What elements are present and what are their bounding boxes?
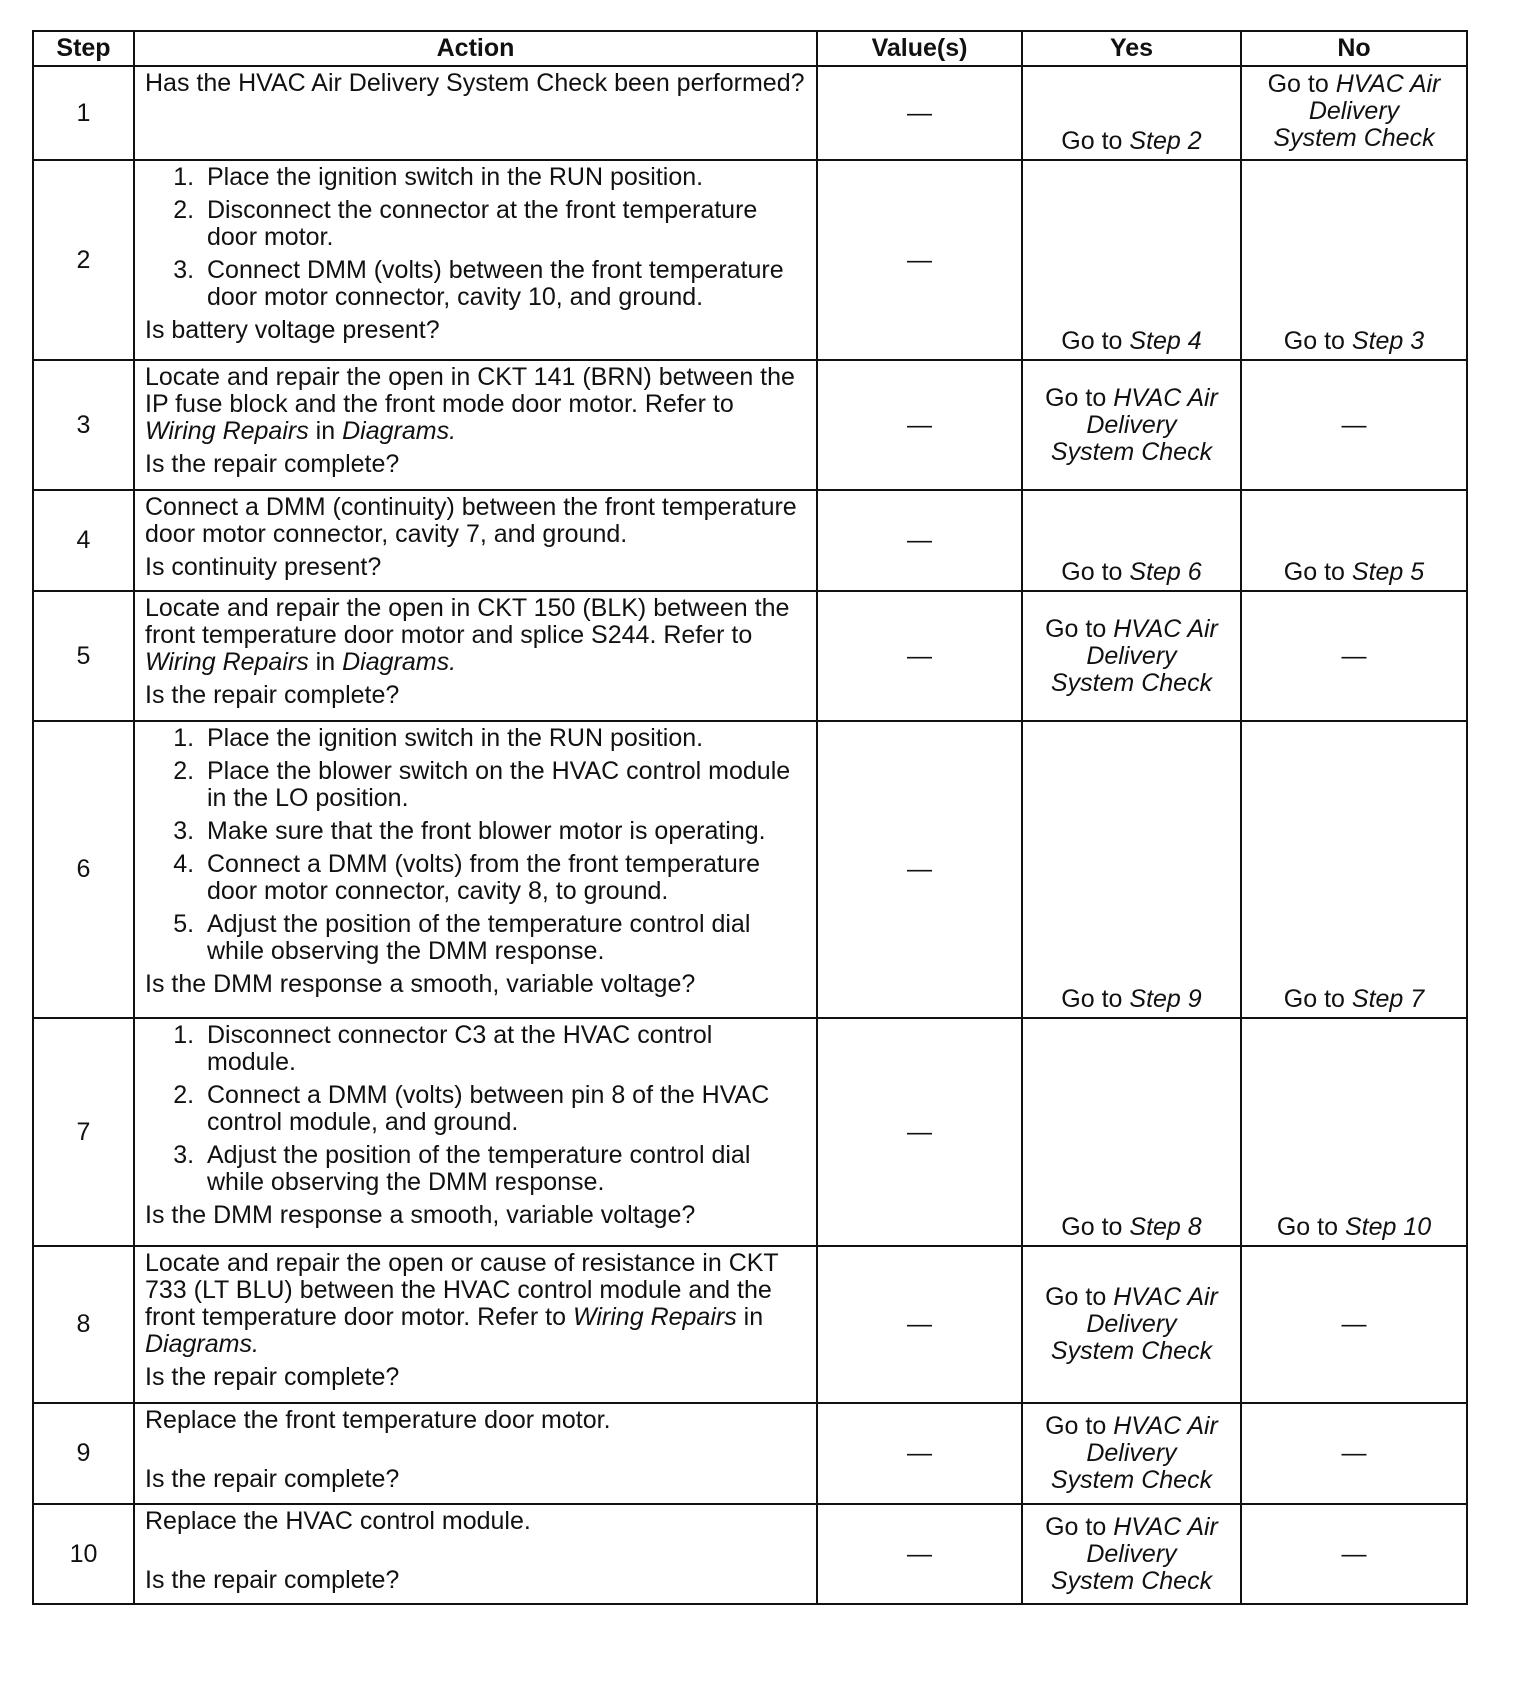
yes-cell: [1022, 591, 1241, 721]
diagnostic-table: [32, 30, 1468, 1605]
action-cell: [134, 1246, 817, 1403]
goto-target: Delivery: [1086, 1439, 1177, 1467]
value-cell: —: [817, 1504, 1022, 1604]
yes-cell: [1022, 160, 1241, 360]
goto-label: Go to: [1283, 985, 1345, 1013]
instruction-item: 3. Adjust the position of the temperature control dial while observing the DMM response.: [201, 1142, 806, 1196]
action-question: Is the repair complete?: [145, 450, 400, 478]
yes-cell: [1022, 1018, 1241, 1246]
reference-link[interactable]: Diagrams.: [145, 1330, 259, 1358]
action-text: Replace the HVAC control module.: [145, 1507, 531, 1535]
yes-cell: [1022, 360, 1241, 490]
instruction-item: 2. Disconnect the connector at the front temperature door motor.: [201, 197, 806, 251]
action-text-main: Locate and repair the open in CKT 141 (BRN) between the IP fuse block and the front mode door motor. Refer to: [145, 363, 795, 418]
instruction-item: 1. Disconnect connector C3 at the HVAC control module.: [201, 1022, 806, 1076]
goto-target: Delivery: [1308, 97, 1400, 125]
goto-label: Go to: [1045, 614, 1107, 643]
reference-link[interactable]: Diagrams.: [342, 417, 457, 445]
goto-target: HVAC Air: [1113, 383, 1218, 412]
table-row: [33, 1403, 1467, 1504]
goto-label: Go to: [1061, 127, 1123, 155]
table-row: [33, 1504, 1467, 1604]
action-text: [145, 595, 806, 676]
reference-in: in: [315, 648, 336, 676]
header-yes: Yes: [1022, 31, 1241, 66]
goto-target: System Check: [1273, 124, 1435, 152]
step-number: 10: [33, 1504, 134, 1604]
instruction-item: 4. Connect a DMM (volts) from the front temperature door motor connector, cavity 8, to ground.: [201, 851, 806, 905]
table-row: [33, 591, 1467, 721]
goto-target: System Check: [1050, 437, 1213, 466]
goto-target: Step 3: [1351, 327, 1425, 355]
instruction-item: 3. Make sure that the front blower motor is operating.: [201, 818, 806, 845]
no-cell: [1241, 721, 1467, 1018]
instruction-item: 2. Place the blower switch on the HVAC control module in the LO position.: [201, 758, 806, 812]
goto-label: Go to: [1267, 70, 1329, 98]
table-row: [33, 490, 1467, 591]
header-action: Action: [134, 31, 817, 66]
no-cell: —: [1241, 1246, 1467, 1403]
goto-target: System Check: [1050, 1566, 1213, 1595]
goto-target: Delivery: [1086, 1539, 1177, 1568]
header-step: Step: [33, 31, 134, 66]
instruction-list: [145, 1022, 806, 1196]
action-cell: [134, 66, 817, 160]
goto-target: Delivery: [1086, 410, 1177, 439]
table-row: [33, 1018, 1467, 1246]
action-text: [145, 364, 806, 445]
goto-label: Go to: [1061, 327, 1123, 355]
value-cell: —: [817, 721, 1022, 1018]
action-text: Connect a DMM (continuity) between the front temperature door motor connector, cavity 7, and ground.: [145, 493, 797, 548]
goto-label: Go to: [1061, 985, 1123, 1013]
yes-cell: [1022, 66, 1241, 160]
goto-label: Go to: [1045, 1512, 1107, 1541]
goto-target: Step 8: [1129, 1213, 1202, 1241]
goto-target: HVAC Air: [1113, 1512, 1218, 1541]
no-cell: —: [1241, 360, 1467, 490]
step-number: 7: [33, 1018, 134, 1246]
value-cell: —: [817, 360, 1022, 490]
step-number: 1: [33, 66, 134, 160]
action-question: Is the repair complete?: [145, 1465, 400, 1493]
action-text-main: Locate and repair the open in CKT 150 (BLK) between the front temperature door motor and splice S244. Refer to: [145, 594, 790, 649]
goto-target: System Check: [1050, 1466, 1213, 1494]
value-cell: —: [817, 1018, 1022, 1246]
instruction-list: [145, 164, 806, 311]
action-cell: [134, 360, 817, 490]
yes-cell: [1022, 1504, 1241, 1604]
table-row: [33, 360, 1467, 490]
goto-label: Go to: [1061, 1213, 1123, 1241]
no-cell: [1241, 1018, 1467, 1246]
instruction-list: [145, 725, 806, 965]
header-no: No: [1241, 31, 1467, 66]
step-number: 2: [33, 160, 134, 360]
goto-label: Go to: [1045, 1283, 1107, 1311]
action-question: Is battery voltage present?: [145, 316, 440, 344]
action-question: Is the repair complete?: [145, 1566, 400, 1594]
goto-label: Go to: [1045, 1412, 1107, 1440]
goto-target: Delivery: [1086, 1310, 1177, 1338]
no-cell: [1241, 490, 1467, 591]
action-text: [145, 1250, 806, 1358]
action-question: Is the DMM response a smooth, variable voltage?: [145, 1201, 696, 1229]
reference-link[interactable]: Wiring Repairs: [573, 1303, 737, 1331]
action-question: Is the repair complete?: [145, 1363, 400, 1391]
reference-link[interactable]: Diagrams.: [342, 648, 457, 676]
yes-cell: [1022, 1246, 1241, 1403]
goto-target: HVAC Air: [1113, 1412, 1218, 1440]
yes-cell: [1022, 721, 1241, 1018]
goto-target: System Check: [1050, 668, 1213, 697]
goto-target: Step 6: [1129, 558, 1202, 586]
action-question: Is continuity present?: [145, 553, 382, 581]
no-cell: [1241, 66, 1467, 160]
no-cell: —: [1241, 1504, 1467, 1604]
goto-label: Go to: [1045, 383, 1107, 412]
goto-target: Step 9: [1129, 985, 1202, 1013]
value-cell: —: [817, 1403, 1022, 1504]
instruction-item: 5. Adjust the position of the temperature control dial while observing the DMM response.: [201, 911, 806, 965]
goto-label: Go to: [1276, 1213, 1338, 1241]
instruction-item: 3. Connect DMM (volts) between the front temperature door motor connector, cavity 10, and ground.: [201, 257, 806, 311]
action-cell: [134, 721, 817, 1018]
action-text: Replace the front temperature door motor.: [145, 1406, 611, 1434]
no-cell: [1241, 160, 1467, 360]
no-cell: —: [1241, 591, 1467, 721]
goto-target: HVAC Air: [1335, 70, 1441, 98]
goto-target: HVAC Air: [1113, 614, 1218, 643]
value-cell: —: [817, 490, 1022, 591]
header-row: [33, 31, 1467, 66]
reference-link[interactable]: Wiring Repairs: [145, 648, 309, 676]
value-cell: —: [817, 66, 1022, 160]
action-cell: [134, 1504, 817, 1604]
instruction-item: 1. Place the ignition switch in the RUN position.: [201, 164, 806, 191]
header-values: Value(s): [817, 31, 1022, 66]
step-number: 4: [33, 490, 134, 591]
instruction-item: 1. Place the ignition switch in the RUN position.: [201, 725, 806, 752]
yes-cell: [1022, 1403, 1241, 1504]
goto-target: HVAC Air: [1113, 1283, 1218, 1311]
step-number: 3: [33, 360, 134, 490]
value-cell: —: [817, 160, 1022, 360]
reference-in: in: [315, 417, 336, 445]
table-row: [33, 66, 1467, 160]
action-question: Is the DMM response a smooth, variable voltage?: [145, 970, 696, 998]
value-cell: —: [817, 591, 1022, 721]
reference-in: in: [743, 1303, 764, 1331]
yes-cell: [1022, 490, 1241, 591]
goto-target: Step 4: [1129, 327, 1202, 355]
goto-target: System Check: [1050, 1337, 1213, 1365]
goto-target: Delivery: [1086, 641, 1177, 670]
reference-link[interactable]: Wiring Repairs: [145, 417, 309, 445]
step-number: 6: [33, 721, 134, 1018]
goto-target: Step 10: [1344, 1213, 1432, 1241]
goto-label: Go to: [1283, 327, 1345, 355]
action-cell: [134, 1018, 817, 1246]
value-cell: —: [817, 1246, 1022, 1403]
step-number: 9: [33, 1403, 134, 1504]
action-cell: [134, 160, 817, 360]
table-row: [33, 160, 1467, 360]
instruction-item: 2. Connect a DMM (volts) between pin 8 of the HVAC control module, and ground.: [201, 1082, 806, 1136]
table-row: [33, 721, 1467, 1018]
no-cell: —: [1241, 1403, 1467, 1504]
action-cell: [134, 490, 817, 591]
goto-target: Step 7: [1351, 985, 1425, 1013]
action-text-main: Locate and repair the open or cause of resistance in CKT 733 (LT BLU) between the HVAC control module and the front temperature door motor. Refer to: [145, 1249, 779, 1331]
step-number: 8: [33, 1246, 134, 1403]
goto-label: Go to: [1061, 558, 1123, 586]
step-number: 5: [33, 591, 134, 721]
goto-target: Step 5: [1351, 558, 1425, 586]
action-cell: [134, 591, 817, 721]
action-question: Is the repair complete?: [145, 681, 400, 709]
table-row: [33, 1246, 1467, 1403]
action-text: Has the HVAC Air Delivery System Check been performed?: [145, 69, 805, 97]
goto-target: Step 2: [1129, 127, 1202, 155]
goto-label: Go to: [1283, 558, 1345, 586]
action-cell: [134, 1403, 817, 1504]
